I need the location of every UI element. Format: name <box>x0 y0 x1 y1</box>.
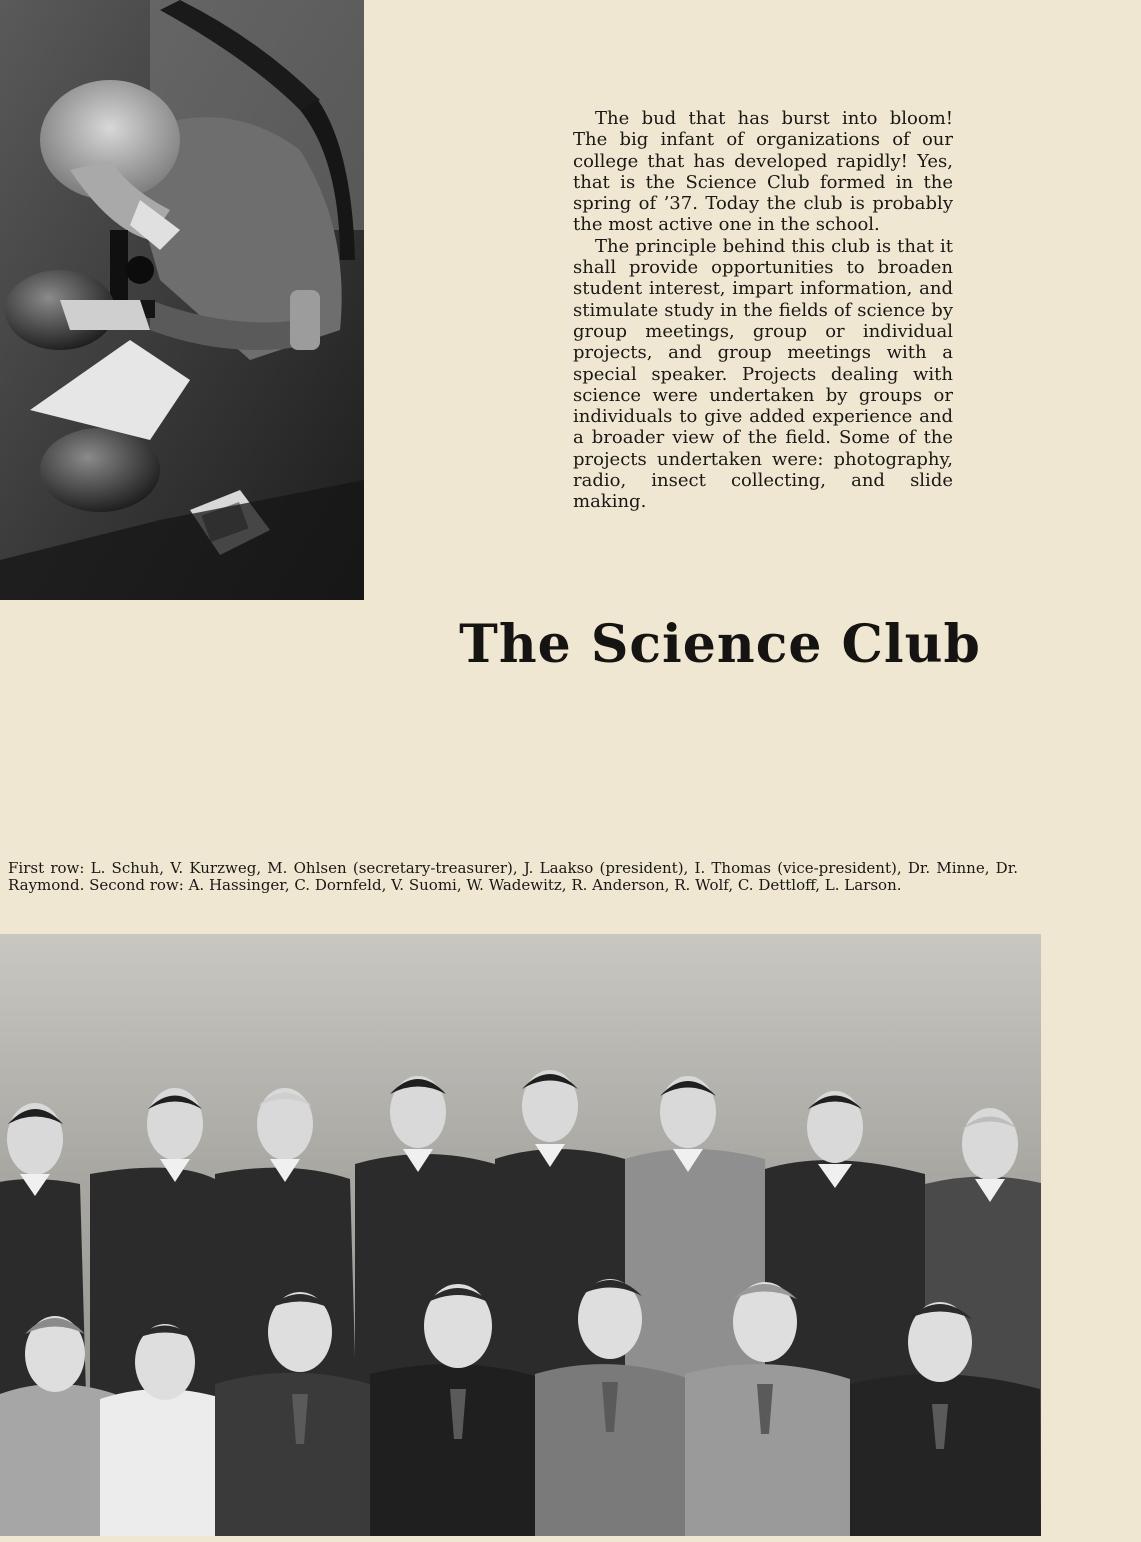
article-paragraph: The principle behind this club is that it shall provide opportunities to broaden student interest, impart information, and stimulate study in the fields of science by group meetings, group or individual projects, and group meetings with a special speaker. Projects dealing with science were undertaken by groups or individuals to give added experience and a broader view of the field. Some of the projects undertaken were: photography, radio, insect collecting, and slide making. <box>573 235 953 513</box>
article-body <box>573 108 953 513</box>
microscope-photo <box>0 0 364 600</box>
photo-caption: First row: L. Schuh, V. Kurzweg, M. Ohlsen (secretary-treasurer), J. Laakso (president), I. Thomas (vice-president), Dr. Minne, Dr. Raymond. Second row: A. Hassinger, C. Dornfeld, V. Suomi, W. Wadewitz, R. Anderson, R. Wolf, C. Dettloff, L. Larson. <box>8 859 1018 894</box>
article-paragraph: The bud that has burst into bloom! The big infant of organizations of our college that has developed rapidly! Yes, that is the Science Club formed in the spring of ’37. Today the club is probably the most active one in the school. <box>573 108 953 236</box>
group-photo <box>0 934 1041 1536</box>
page-title: The Science Club <box>459 614 981 675</box>
